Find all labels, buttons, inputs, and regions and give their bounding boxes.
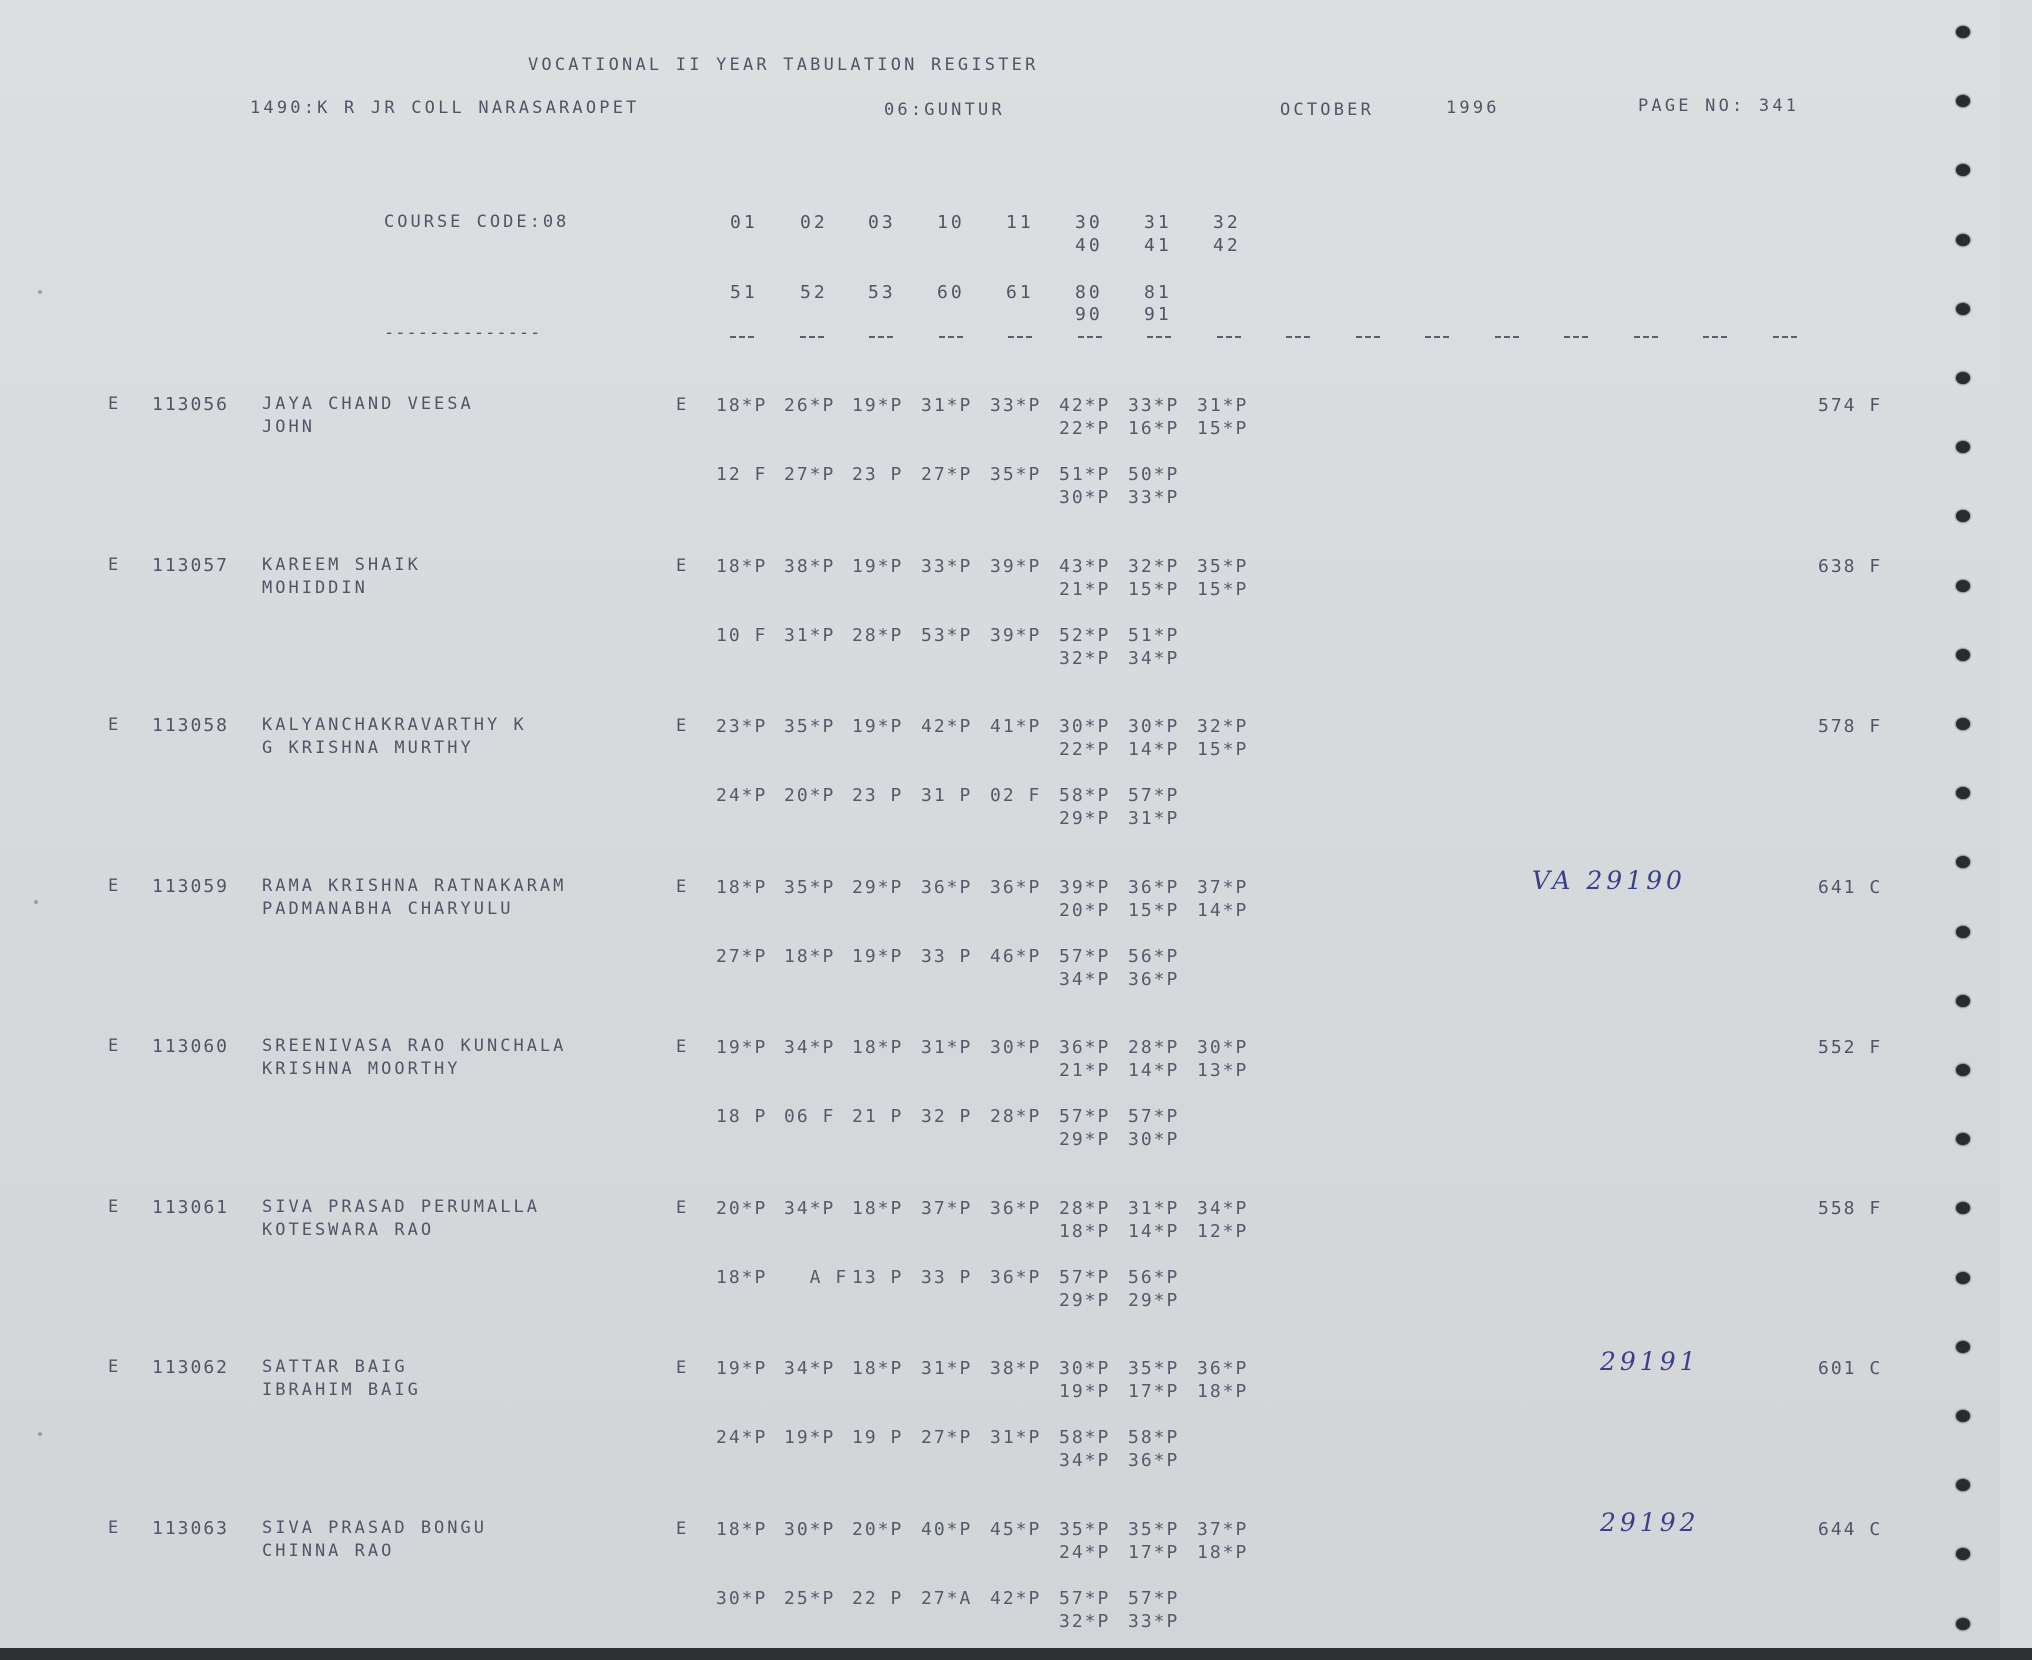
- subject-mark: 20*P: [716, 1197, 768, 1219]
- subject-mark: 22*P: [1059, 418, 1111, 439]
- student-name: KALYANCHAKRAVARTHY K: [262, 715, 527, 735]
- subject-mark: 30*P: [1128, 1129, 1180, 1150]
- subject-mark: 37*P: [1197, 876, 1249, 898]
- group-code: E: [676, 716, 690, 736]
- father-name: JOHN: [262, 417, 315, 437]
- column-dash: [800, 336, 824, 338]
- subject-mark: 18*P: [716, 555, 768, 577]
- subject-mark: 29*P: [1059, 1129, 1111, 1150]
- subject-mark: 18 P: [716, 1106, 768, 1127]
- subject-mark: 19*P: [716, 1037, 768, 1058]
- father-name: MOHIDDIN: [262, 577, 368, 598]
- total-marks-result: 552 F: [1818, 1037, 1883, 1058]
- roll-number: 113063: [152, 1517, 230, 1539]
- column-dash: [1495, 336, 1519, 338]
- group-code: E: [676, 555, 690, 576]
- subject-mark: 12*P: [1197, 1220, 1249, 1242]
- roll-number: 113057: [152, 554, 230, 576]
- subject-mark: 30*P: [1059, 716, 1111, 737]
- group-code: E: [676, 1197, 690, 1218]
- subject-mark: 29*P: [1128, 1289, 1180, 1311]
- subject-mark: 51*P: [1128, 624, 1180, 646]
- subject-mark: 38*P: [784, 555, 836, 577]
- subject-mark: 40*P: [921, 1518, 973, 1540]
- table-edge: [0, 1648, 2032, 1660]
- subject-mark: 34*P: [1128, 647, 1180, 669]
- course-code-label: COURSE CODE:08: [384, 212, 570, 232]
- subject-mark: 31*P: [921, 1358, 973, 1379]
- subject-mark: 34*P: [784, 1037, 836, 1058]
- subject-mark: 30*P: [1059, 1358, 1111, 1379]
- group-code: E: [676, 395, 690, 415]
- subject-mark: 28*P: [1059, 1197, 1111, 1219]
- subject-mark: 57*P: [1059, 945, 1111, 967]
- group-code: E: [676, 876, 690, 897]
- subject-mark: 57*P: [1059, 1587, 1111, 1609]
- subject-mark: 25*P: [784, 1587, 836, 1609]
- subject-mark: 15*P: [1128, 899, 1180, 921]
- subject-mark: 32*P: [1197, 716, 1249, 737]
- total-marks-result: 601 C: [1818, 1358, 1883, 1379]
- subject-mark: 14*P: [1128, 1060, 1180, 1081]
- subject-mark: 31*P: [990, 1427, 1042, 1448]
- subject-mark: 19*P: [784, 1427, 836, 1448]
- subject-mark: 35*P: [1197, 555, 1249, 577]
- subject-mark: 29*P: [852, 876, 904, 898]
- subject-mark: 33*P: [921, 555, 973, 577]
- subject-mark: 31*P: [1128, 808, 1180, 829]
- subject-mark: 30*P: [716, 1587, 768, 1609]
- feed-hole: [1956, 234, 1970, 246]
- subject-mark: 24*P: [716, 785, 768, 806]
- subject-mark: 19*P: [852, 555, 904, 577]
- subject-mark: 19*P: [852, 395, 904, 416]
- feed-hole: [1956, 1410, 1970, 1422]
- roll-number: 113059: [152, 875, 230, 897]
- subject-mark: 36*P: [1128, 1450, 1180, 1471]
- subject-mark: 14*P: [1128, 1220, 1180, 1242]
- subject-code: 51: [730, 282, 758, 303]
- paper-speck: [38, 290, 42, 294]
- feed-hole: [1956, 1548, 1970, 1560]
- father-name: PADMANABHA CHARYULU: [262, 898, 514, 919]
- total-marks-result: 641 C: [1818, 876, 1883, 898]
- subject-code: 61: [1006, 282, 1034, 303]
- subject-mark: 31*P: [1197, 395, 1249, 416]
- subject-mark: 32*P: [1059, 647, 1111, 669]
- subject-mark: 14*P: [1197, 899, 1249, 921]
- page-number: PAGE NO: 341: [1638, 96, 1800, 116]
- subject-mark: 34*P: [784, 1358, 836, 1379]
- subject-mark: 13 P: [852, 1266, 904, 1288]
- subject-mark: 19 P: [852, 1427, 904, 1448]
- column-dash: [730, 336, 754, 338]
- subject-mark: 32*P: [1059, 1610, 1111, 1632]
- feed-hole: [1956, 649, 1970, 661]
- subject-mark: 23 P: [852, 464, 904, 485]
- column-dash: [1147, 336, 1171, 338]
- district-name: 06:GUNTUR: [884, 100, 1005, 120]
- subject-mark: 19*P: [852, 716, 904, 737]
- father-name: KRISHNA MOORTHY: [262, 1059, 461, 1079]
- subject-mark: 31*P: [921, 395, 973, 416]
- subject-mark: 57*P: [1128, 1587, 1180, 1609]
- subject-mark: 36*P: [1128, 876, 1180, 898]
- student-name: RAMA KRISHNA RATNAKARAM: [262, 875, 567, 896]
- subject-mark: 20*P: [784, 785, 836, 806]
- subject-code: 32: [1213, 212, 1241, 233]
- subject-mark: 57*P: [1128, 1106, 1180, 1127]
- subject-mark: 14*P: [1128, 739, 1180, 760]
- total-marks-result: 638 F: [1818, 555, 1883, 577]
- column-dash: [869, 336, 893, 338]
- subject-mark: 36*P: [990, 1266, 1042, 1288]
- subject-code: 02: [800, 212, 828, 233]
- subject-code: 30: [1075, 212, 1103, 233]
- total-marks-result: 578 F: [1818, 716, 1883, 737]
- feed-hole: [1956, 1272, 1970, 1284]
- subject-mark: 37*P: [921, 1197, 973, 1219]
- subject-mark: 29*P: [1059, 1289, 1111, 1311]
- column-dash: [1425, 336, 1449, 338]
- subject-mark: 35*P: [784, 876, 836, 898]
- feed-hole: [1956, 164, 1970, 176]
- subject-code: 52: [800, 282, 828, 303]
- subject-mark: 32*P: [1128, 555, 1180, 577]
- exam-month: OCTOBER: [1280, 100, 1375, 120]
- handwritten-note: 29191: [1600, 1347, 1700, 1376]
- column-dash: [1217, 336, 1241, 338]
- feed-hole: [1956, 26, 1970, 38]
- total-marks-result: 644 C: [1818, 1518, 1883, 1540]
- subject-code: 40: [1075, 235, 1103, 256]
- student-name: SIVA PRASAD BONGU: [262, 1517, 487, 1538]
- subject-mark: 35*P: [990, 464, 1042, 485]
- subject-mark: 17*P: [1128, 1541, 1180, 1563]
- subject-mark: 52*P: [1059, 624, 1111, 646]
- subject-mark: 35*P: [784, 716, 836, 737]
- subject-mark: 27*P: [716, 945, 768, 967]
- subject-mark: 26*P: [784, 395, 836, 416]
- subject-mark: 13*P: [1197, 1060, 1249, 1081]
- subject-mark: 23*P: [716, 716, 768, 737]
- subject-mark: 18*P: [716, 395, 768, 416]
- subject-mark: 51*P: [1059, 464, 1111, 485]
- column-dash: [1008, 336, 1032, 338]
- subject-code: 91: [1144, 304, 1172, 325]
- subject-mark: 32 P: [921, 1106, 973, 1127]
- feed-hole: [1956, 718, 1970, 730]
- subject-mark: 24*P: [1059, 1541, 1111, 1563]
- subject-mark: 20*P: [852, 1518, 904, 1540]
- subject-mark: 34*P: [1059, 1450, 1111, 1471]
- subject-mark: 15*P: [1197, 578, 1249, 600]
- subject-mark: 22*P: [1059, 739, 1111, 760]
- subject-code: 81: [1144, 282, 1172, 303]
- subject-mark: 36*P: [921, 876, 973, 898]
- subject-mark: 36*P: [990, 876, 1042, 898]
- subject-mark: 58*P: [1128, 1427, 1180, 1448]
- subject-mark: 37*P: [1197, 1518, 1249, 1540]
- exam-year: 1996: [1446, 98, 1500, 118]
- medium-code: E: [108, 1517, 122, 1538]
- subject-mark: 56*P: [1128, 945, 1180, 967]
- feed-hole: [1956, 510, 1970, 522]
- subject-mark: 19*P: [716, 1358, 768, 1379]
- subject-mark: 33 P: [921, 945, 973, 967]
- subject-mark: 33*P: [1128, 487, 1180, 508]
- feed-hole: [1956, 372, 1970, 384]
- subject-mark: 27*A: [921, 1587, 973, 1609]
- feed-hole: [1956, 1341, 1970, 1353]
- subject-mark: 12 F: [716, 464, 768, 485]
- subject-mark: 18*P: [1059, 1220, 1111, 1242]
- subject-mark: 41*P: [990, 716, 1042, 737]
- paper-speck: [34, 900, 38, 904]
- subject-mark: 02 F: [990, 785, 1042, 806]
- subject-mark: 18*P: [852, 1037, 904, 1058]
- subject-code: 42: [1213, 235, 1241, 256]
- roll-number: 113062: [152, 1357, 230, 1378]
- feed-hole: [1956, 303, 1970, 315]
- subject-mark: 18*P: [852, 1358, 904, 1379]
- subject-mark: 42*P: [990, 1587, 1042, 1609]
- feed-hole: [1956, 787, 1970, 799]
- column-dash: [1634, 336, 1658, 338]
- subject-mark: 21*P: [1059, 578, 1111, 600]
- medium-code: E: [108, 1357, 122, 1377]
- subject-mark: 56*P: [1128, 1266, 1180, 1288]
- subject-mark: 18*P: [716, 876, 768, 898]
- subject-mark: 30*P: [784, 1518, 836, 1540]
- feed-hole: [1956, 1133, 1970, 1145]
- subject-mark: 28*P: [1128, 1037, 1180, 1058]
- subject-mark: 30*P: [990, 1037, 1042, 1058]
- total-marks-result: 574 F: [1818, 395, 1883, 416]
- subject-mark: 39*P: [1059, 876, 1111, 898]
- subject-code: 10: [937, 212, 965, 233]
- subject-mark: 31*P: [1128, 1197, 1180, 1219]
- feed-hole: [1956, 856, 1970, 868]
- subject-mark: 18*P: [1197, 1381, 1249, 1402]
- subject-mark: 21*P: [1059, 1060, 1111, 1081]
- subject-mark: 19*P: [852, 945, 904, 967]
- subject-mark: 22 P: [852, 1587, 904, 1609]
- feed-hole: [1956, 95, 1970, 107]
- medium-code: E: [108, 875, 122, 896]
- subject-code: 01: [730, 212, 758, 233]
- subject-mark: 35*P: [1128, 1518, 1180, 1540]
- subject-mark: 18*P: [784, 945, 836, 967]
- subject-code: 90: [1075, 304, 1103, 325]
- subject-mark: 36*P: [1197, 1358, 1249, 1379]
- subject-mark: 42*P: [1059, 395, 1111, 416]
- subject-mark: 15*P: [1197, 739, 1249, 760]
- subject-code: 41: [1144, 235, 1172, 256]
- subject-mark: 27*P: [784, 464, 836, 485]
- feed-hole: [1956, 926, 1970, 938]
- column-dash: [1564, 336, 1588, 338]
- subject-mark: A F: [784, 1266, 849, 1288]
- subject-mark: 33*P: [990, 395, 1042, 416]
- subject-code: 80: [1075, 282, 1103, 303]
- subject-mark: 58*P: [1059, 785, 1111, 806]
- paper-speck: [38, 1432, 42, 1436]
- feed-hole: [1956, 580, 1970, 592]
- subject-mark: 45*P: [990, 1518, 1042, 1540]
- handwritten-note: 29192: [1600, 1507, 1700, 1537]
- medium-code: E: [108, 715, 122, 735]
- subject-mark: 36*P: [1128, 968, 1180, 990]
- feed-hole: [1956, 1202, 1970, 1214]
- column-dash: [1078, 336, 1102, 338]
- column-dash: [1703, 336, 1727, 338]
- handwritten-note: VA 29190: [1532, 865, 1686, 895]
- subject-mark: 57*P: [1128, 785, 1180, 806]
- subject-mark: 35*P: [1128, 1358, 1180, 1379]
- subject-mark: 38*P: [990, 1358, 1042, 1379]
- subject-mark: 58*P: [1059, 1427, 1111, 1448]
- subject-mark: 36*P: [1059, 1037, 1111, 1058]
- subject-mark: 50*P: [1128, 464, 1180, 485]
- course-underline: --------------: [384, 323, 542, 343]
- subject-mark: 18*P: [716, 1266, 768, 1288]
- subject-mark: 34*P: [1059, 968, 1111, 990]
- subject-mark: 42*P: [921, 716, 973, 737]
- subject-code: 53: [868, 282, 896, 303]
- father-name: CHINNA RAO: [262, 1540, 395, 1561]
- subject-mark: 29*P: [1059, 808, 1111, 829]
- medium-code: E: [108, 394, 122, 414]
- subject-mark: 33*P: [1128, 1610, 1180, 1632]
- subject-mark: 53*P: [921, 624, 973, 646]
- subject-mark: 33*P: [1128, 395, 1180, 416]
- subject-mark: 30*P: [1059, 487, 1111, 508]
- feed-hole: [1956, 1064, 1970, 1076]
- subject-mark: 31 P: [921, 785, 973, 806]
- subject-mark: 06 F: [784, 1106, 836, 1127]
- subject-mark: 33 P: [921, 1266, 973, 1288]
- medium-code: E: [108, 554, 122, 575]
- roll-number: 113058: [152, 715, 230, 736]
- subject-mark: 31*P: [921, 1037, 973, 1058]
- subject-mark: 18*P: [852, 1197, 904, 1219]
- subject-mark: 20*P: [1059, 899, 1111, 921]
- medium-code: E: [108, 1036, 122, 1056]
- subject-mark: 35*P: [1059, 1518, 1111, 1540]
- subject-mark: 15*P: [1128, 578, 1180, 600]
- student-name: SATTAR BAIG: [262, 1357, 408, 1377]
- medium-code: E: [108, 1196, 122, 1217]
- tractor-feed-holes: [1940, 0, 2000, 1648]
- subject-mark: 19*P: [1059, 1381, 1111, 1402]
- feed-hole: [1956, 441, 1970, 453]
- subject-mark: 15*P: [1197, 418, 1249, 439]
- subject-mark: 57*P: [1059, 1106, 1111, 1127]
- subject-mark: 27*P: [921, 1427, 973, 1448]
- subject-mark: 43*P: [1059, 555, 1111, 577]
- subject-mark: 16*P: [1128, 418, 1180, 439]
- column-dash: [1356, 336, 1380, 338]
- subject-mark: 18*P: [716, 1518, 768, 1540]
- student-name: SIVA PRASAD PERUMALLA: [262, 1196, 540, 1217]
- subject-mark: 21 P: [852, 1106, 904, 1127]
- subject-mark: 10 F: [716, 624, 768, 646]
- student-name: KAREEM SHAIK: [262, 554, 421, 575]
- subject-mark: 30*P: [1128, 716, 1180, 737]
- column-dash: [1286, 336, 1310, 338]
- roll-number: 113060: [152, 1036, 230, 1057]
- subject-mark: 39*P: [990, 555, 1042, 577]
- roll-number: 113056: [152, 394, 230, 415]
- student-name: SREENIVASA RAO KUNCHALA: [262, 1036, 567, 1056]
- subject-mark: 23 P: [852, 785, 904, 806]
- register-title: VOCATIONAL II YEAR TABULATION REGISTER: [528, 55, 1039, 75]
- group-code: E: [676, 1037, 690, 1057]
- subject-mark: 39*P: [990, 624, 1042, 646]
- subject-code: 60: [937, 282, 965, 303]
- father-name: KOTESWARA RAO: [262, 1219, 435, 1240]
- subject-mark: 18*P: [1197, 1541, 1249, 1563]
- subject-mark: 46*P: [990, 945, 1042, 967]
- subject-mark: 24*P: [716, 1427, 768, 1448]
- subject-mark: 57*P: [1059, 1266, 1111, 1288]
- father-name: G KRISHNA MURTHY: [262, 738, 474, 758]
- subject-mark: 28*P: [852, 624, 904, 646]
- group-code: E: [676, 1518, 690, 1539]
- roll-number: 113061: [152, 1196, 230, 1218]
- father-name: IBRAHIM BAIG: [262, 1380, 421, 1400]
- subject-mark: 31*P: [784, 624, 836, 646]
- subject-mark: 17*P: [1128, 1381, 1180, 1402]
- column-dash: [939, 336, 963, 338]
- subject-mark: 30*P: [1197, 1037, 1249, 1058]
- total-marks-result: 558 F: [1818, 1197, 1883, 1219]
- subject-mark: 27*P: [921, 464, 973, 485]
- feed-hole: [1956, 1479, 1970, 1491]
- column-dash: [1773, 336, 1797, 338]
- subject-code: 31: [1144, 212, 1172, 233]
- feed-hole: [1956, 995, 1970, 1007]
- subject-mark: 34*P: [1197, 1197, 1249, 1219]
- college-name: 1490:K R JR COLL NARASARAOPET: [250, 98, 640, 118]
- student-name: JAYA CHAND VEESA: [262, 394, 474, 414]
- subject-code: 03: [868, 212, 896, 233]
- subject-code: 11: [1006, 212, 1034, 233]
- subject-mark: 36*P: [990, 1197, 1042, 1219]
- subject-mark: 34*P: [784, 1197, 836, 1219]
- feed-hole: [1956, 1618, 1970, 1630]
- group-code: E: [676, 1358, 690, 1378]
- subject-mark: 28*P: [990, 1106, 1042, 1127]
